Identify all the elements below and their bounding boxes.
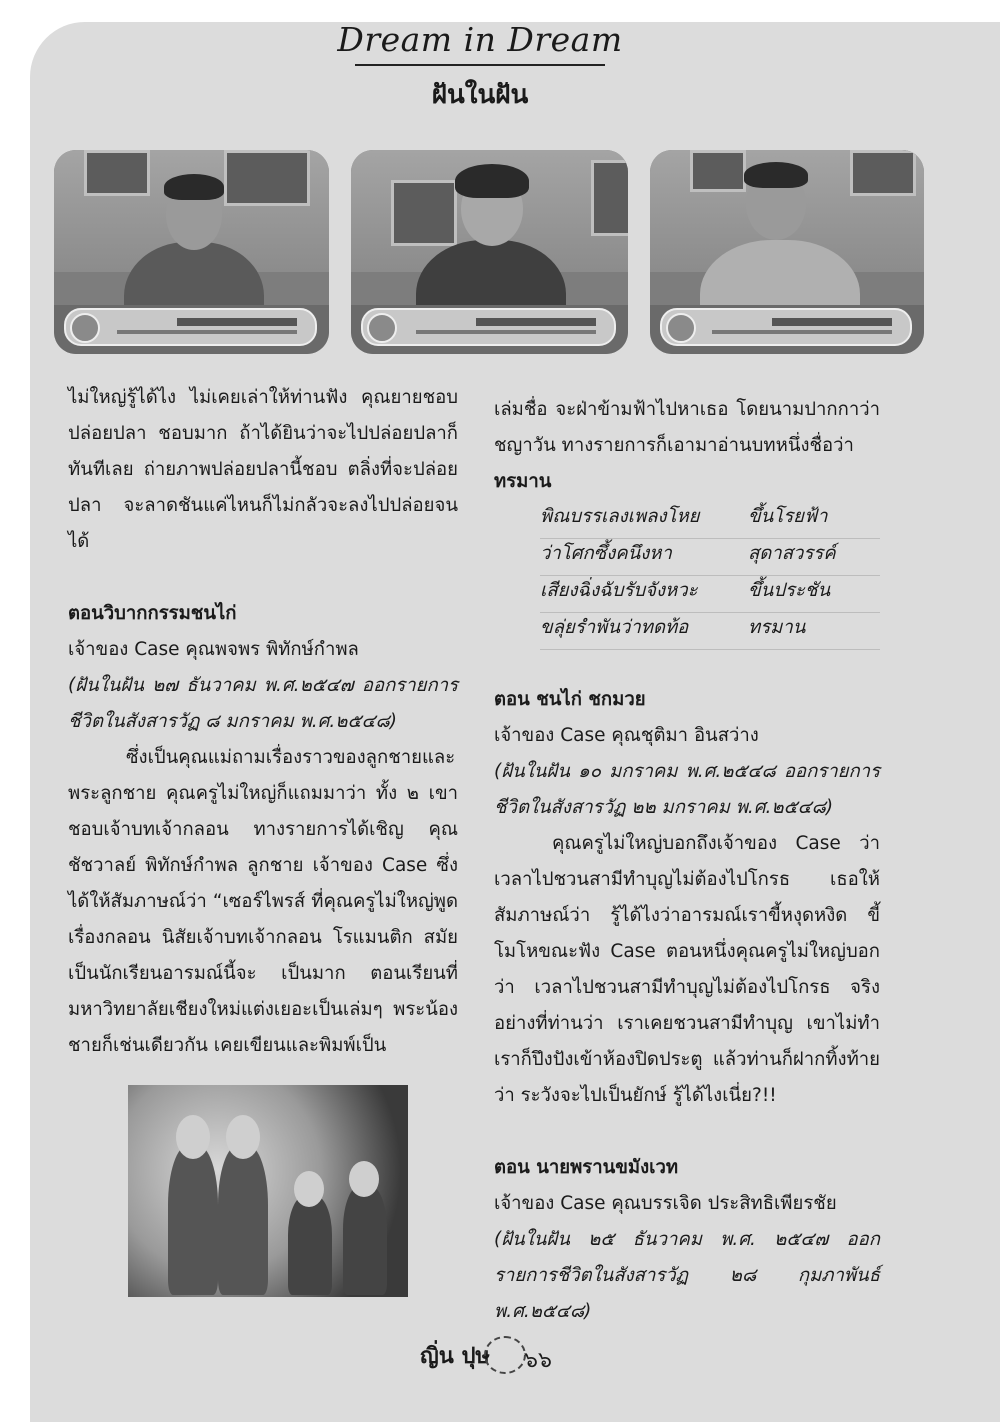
illustration-celestial-dancers bbox=[128, 1085, 408, 1297]
section-title-hunter: ตอน นายพรานขมังเวท bbox=[494, 1157, 679, 1178]
title-underline bbox=[355, 64, 605, 66]
page-number: ๖๖ bbox=[524, 1348, 552, 1373]
broadcast-date-note: (ฝันในฝัน ๑๐ มกราคม พ.ศ.๒๕๔๘ ออกรายการชีวิตในสังสารวัฏ ๒๒ มกราคม พ.ศ.๒๕๔๘) bbox=[494, 761, 880, 818]
broadcast-date-note: (ฝันในฝัน ๒๗ ธันวาคม พ.ศ.๒๕๔๗ ออกรายการชีวิตในสังสารวัฏ ๘ มกราคม พ.ศ.๒๕๔๘) bbox=[68, 675, 458, 732]
continued-paragraph: เล่มชื่อ จะฝ่าข้ามฟ้าไปหาเธอ โดยนามปากกาว่า ชญาวัน ทางรายการก็เอามาอ่านบทหนึ่งชื่อว่า bbox=[494, 399, 880, 456]
broadcast-date-note: (ฝันในฝัน ๒๕ ธันวาคม พ.ศ. ๒๕๔๗ ออกรายการชีวิตในสังสารวัฏ ๒๘ กุมภาพันธ์ พ.ศ.๒๕๔๘) bbox=[494, 1229, 880, 1322]
page-title-thai: ฝันในฝัน bbox=[431, 80, 529, 110]
name-caption-bar bbox=[361, 308, 616, 346]
right-column-sections bbox=[494, 682, 880, 1330]
section-title-chon-kai-chok-muay: ตอน ชนไก่ ชกมวย bbox=[494, 689, 646, 710]
body-paragraph: คุณครูไม่ใหญ่บอกถึงเจ้าของ Case ว่า เวลาไปชวนสามีทำบุญไม่ต้องไปโกรธ เธอให้สัมภาษณ์ว่า รู้ได้ไงว่าอารมณ์เราขี้หงุดหงิด ขี้โมโหขณะฟัง Case ตอนหนึ่งคุณครูไม่ใหญ่บอกว่า เวลาไปชวนสามีทำบุญไม่ต้องไปโกรธ จริงอย่างที่ท่านว่า เราเคยชวนสามีทำบุญ เขาไม่ทำ เราก็ปึงปังเข้าห้องปิดประตู แล้วท่านก็ฝากทิ้งท้ายว่า ระวังจะไปเป็นยักษ์ รู้ได้ไงเนี่ย?!! bbox=[494, 833, 880, 1106]
case-owner: เจ้าของ Case คุณบรรเจิด ประสิทธิเพียรชัย bbox=[494, 1193, 837, 1214]
poem-line: ว่าโศกซึ้งคนึงหา สุดาสวรรค์ bbox=[540, 539, 880, 576]
section-title-chon-kai: ตอนวิบากกรรมชนไก่ bbox=[68, 603, 237, 624]
poem bbox=[540, 502, 880, 650]
body-paragraph: ซึ่งเป็นคุณแม่ถามเรื่องราวของลูกชายและพระลูกชาย คุณครูไม่ใหญ่ก็แถมมาว่า ทั้ง ๒ เขาชอบเจ้าบทเจ้ากลอน ทางรายการได้เชิญ คุณ ชัชวาลย์ พิทักษ์กำพล ลูกชาย เจ้าของ Case ซึ่งได้ให้สัมภาษณ์ว่า “เซอร์ไพรส์ ที่คุณครูไม่ใหญ่พูดเรื่องกลอน นิสัยเจ้าบทเจ้ากลอน โรแมนติก สมัยเป็นนักเรียนอารมณ์นี้จะ เป็นมาก ตอนเรียนที่มหาวิทยาลัยเชียงใหม่แต่งเยอะเป็นเล่มๆ พระน้องชายก็เช่นเดียวกัน เคยเขียนและพิมพ์เป็น bbox=[68, 747, 458, 1056]
left-column bbox=[68, 380, 458, 1064]
intro-paragraph: ไม่ใหญ่รู้ได้ไง ไม่เคยเล่าให้ท่านฟัง คุณยายชอบปล่อยปลา ชอบมาก ถ้าได้ยินว่าจะไปปล่อยปลาก็ทันทีเลย ถ่ายภาพปล่อยปลานี้ชอบ ตลิ่งที่จะปล่อยปลา จะลาดชันแค่ไหนก็ไม่กลัวจะลงไปปล่อยจนได้ bbox=[68, 387, 458, 552]
name-caption-bar bbox=[64, 308, 317, 346]
page-title-english: Dream in Dream bbox=[337, 20, 623, 59]
poem-title: ทรมาน bbox=[494, 471, 552, 492]
name-caption-bar bbox=[660, 308, 912, 346]
magazine-logo: ญิ่น ปุษ bbox=[420, 1343, 490, 1369]
poem-line: พิณบรรเลงเพลงโหย ขึ้นโรยฟ้า bbox=[540, 502, 880, 539]
case-owner: เจ้าของ Case คุณพจพร พิทักษ์กำพล bbox=[68, 639, 359, 660]
logo-ring bbox=[484, 1336, 526, 1374]
poem-line: เสียงฉิ่งฉับรับจังหวะ ขึ้นประชัน bbox=[540, 576, 880, 613]
tv-photo-guest-man-2 bbox=[650, 150, 924, 354]
tv-photo-guest-man-1 bbox=[54, 150, 329, 354]
right-column bbox=[494, 392, 880, 500]
tv-photo-guest-woman bbox=[351, 150, 628, 354]
case-owner: เจ้าของ Case คุณชุติมา อินสว่าง bbox=[494, 725, 759, 746]
poem-line: ขลุ่ยรำพันว่าทดท้อ ทรมาน bbox=[540, 613, 880, 650]
page-footer bbox=[420, 1336, 620, 1376]
